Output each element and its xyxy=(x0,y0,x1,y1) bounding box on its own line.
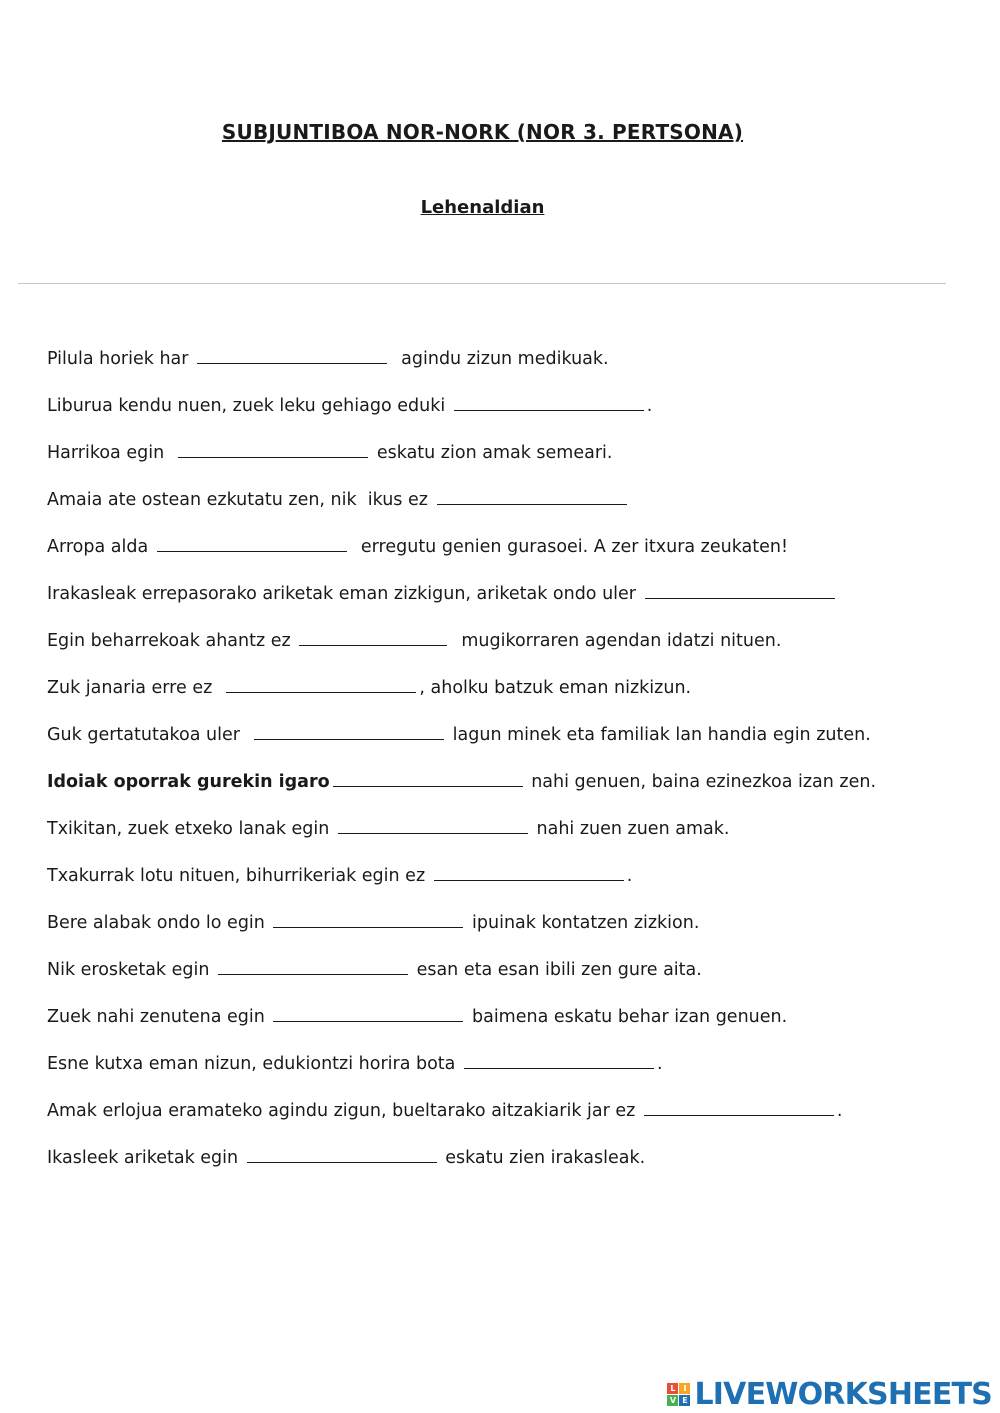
sentence-text: Arropa alda xyxy=(47,537,154,557)
sentence-text: Ikasleek ariketak egin xyxy=(47,1148,244,1168)
sentence-10 xyxy=(47,769,967,816)
sentence-3 xyxy=(47,440,967,487)
sentence-text: Zuk janaria erre ez xyxy=(47,678,224,698)
answer-blank[interactable] xyxy=(464,1052,654,1069)
worksheet-title: SUBJUNTIBOA NOR-NORK (NOR 3. PERTSONA) xyxy=(221,120,744,144)
sentence-17 xyxy=(47,1098,967,1145)
answer-blank[interactable] xyxy=(338,817,528,834)
logo-icon-letter: L xyxy=(667,1383,678,1394)
sentence-text: Txakurrak lotu nituen, bihurrikeriak egin ez xyxy=(47,866,431,886)
sentence-text: Pilula horiek har xyxy=(47,349,195,369)
sentence-13 xyxy=(47,910,967,957)
sentence-2 xyxy=(47,393,967,440)
sentence-text: Liburua kendu nuen, zuek leku gehiago eduki xyxy=(47,396,451,416)
sentence-7 xyxy=(47,628,967,675)
sentence-text: nahi zuen zuen amak. xyxy=(530,819,730,839)
sentence-text: . xyxy=(656,1054,663,1074)
answer-blank[interactable] xyxy=(247,1146,437,1163)
logo-text: LIVEWORKSHEETS xyxy=(694,1376,992,1412)
sentence-15 xyxy=(47,1004,967,1051)
sentence-text: eskatu zion amak semeari. xyxy=(371,443,613,463)
sentence-5 xyxy=(47,534,967,581)
sentence-text: . xyxy=(626,866,633,886)
answer-blank[interactable] xyxy=(333,770,523,787)
sentence-text: agindu zizun medikuak. xyxy=(390,349,609,369)
sentence-text: Bere alabak ondo lo egin xyxy=(47,913,271,933)
sentence-text: . xyxy=(836,1101,843,1121)
sentence-text: mugikorraren agendan idatzi nituen. xyxy=(450,631,782,651)
answer-blank[interactable] xyxy=(218,958,408,975)
answer-blank[interactable] xyxy=(178,441,368,458)
liveworksheets-logo xyxy=(667,1377,992,1411)
sentence-9 xyxy=(47,722,967,769)
answer-blank[interactable] xyxy=(437,488,627,505)
sentence-text: Zuek nahi zenutena egin xyxy=(47,1007,271,1027)
answer-blank[interactable] xyxy=(645,582,835,599)
sentence-text: . xyxy=(646,396,653,416)
sentence-14 xyxy=(47,957,967,1004)
sentence-text: Nik erosketak egin xyxy=(47,960,216,980)
sentence-text: Irakasleak errepasorako ariketak eman zizkigun, ariketak ondo uler xyxy=(47,584,642,604)
sentence-4 xyxy=(47,487,967,534)
sentence-text: eskatu zien irakasleak. xyxy=(439,1148,646,1168)
divider xyxy=(18,283,946,284)
sentence-text: Amaia ate ostean ezkutatu zen, nik ikus ez xyxy=(47,490,434,510)
sentence-11 xyxy=(47,816,967,863)
answer-blank[interactable] xyxy=(273,1005,463,1022)
sentence-8 xyxy=(47,675,967,722)
answer-blank[interactable] xyxy=(454,394,644,411)
answer-blank[interactable] xyxy=(197,347,387,364)
sentence-text: Egin beharrekoak ahantz ez xyxy=(47,631,297,651)
sentence-text: , aholku batzuk eman nizkizun. xyxy=(419,678,692,698)
answer-blank[interactable] xyxy=(644,1099,834,1116)
sentence-text: erregutu genien gurasoei. A zer itxura zeukaten! xyxy=(349,537,789,557)
worksheet-subtitle: Lehenaldian xyxy=(420,197,545,218)
sentence-18 xyxy=(47,1145,967,1192)
answer-blank[interactable] xyxy=(157,535,347,552)
logo-icon-letter: E xyxy=(679,1395,690,1406)
sentence-text: Esne kutxa eman nizun, edukiontzi horira bota xyxy=(47,1054,461,1074)
sentence-6 xyxy=(47,581,967,628)
sentence-text: Idoiak oporrak gurekin igaro xyxy=(47,772,330,792)
answer-blank[interactable] xyxy=(434,864,624,881)
sentence-text: Harrikoa egin xyxy=(47,443,176,463)
logo-icon-letter: I xyxy=(679,1383,690,1394)
sentence-text: Txikitan, zuek etxeko lanak egin xyxy=(47,819,335,839)
sentence-16 xyxy=(47,1051,967,1098)
sentence-list xyxy=(47,346,967,1192)
sentence-text: Guk gertatutakoa uler xyxy=(47,725,252,745)
sentence-12 xyxy=(47,863,967,910)
sentence-1 xyxy=(47,346,967,393)
answer-blank[interactable] xyxy=(226,676,416,693)
logo-icon xyxy=(667,1383,690,1406)
sentence-text: Amak erlojua eramateko agindu zigun, bueltarako aitzakiarik jar ez xyxy=(47,1101,641,1121)
answer-blank[interactable] xyxy=(299,629,447,646)
sentence-text: esan eta esan ibili zen gure aita. xyxy=(411,960,702,980)
answer-blank[interactable] xyxy=(273,911,463,928)
sentence-text: baimena eskatu behar izan genuen. xyxy=(466,1007,788,1027)
logo-icon-letter: V xyxy=(667,1395,678,1406)
sentence-text: lagun minek eta familiak lan handia egin zuten. xyxy=(447,725,871,745)
answer-blank[interactable] xyxy=(254,723,444,740)
sentence-text: nahi genuen, baina ezinezkoa izan zen. xyxy=(525,772,877,792)
sentence-text: ipuinak kontatzen zizkion. xyxy=(466,913,700,933)
